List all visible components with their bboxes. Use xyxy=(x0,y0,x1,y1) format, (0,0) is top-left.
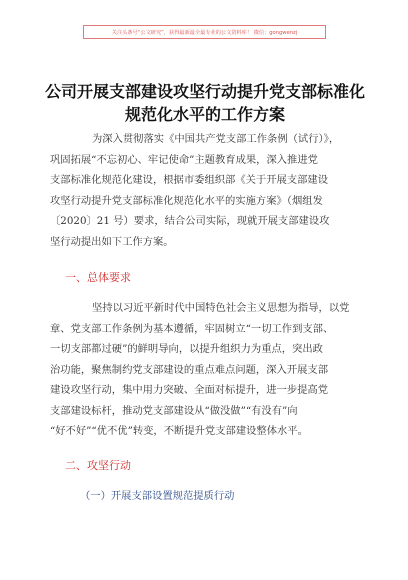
body-line: “好不好”“优不优”转变，不断提升党支部建设整体水平。 xyxy=(50,425,308,437)
intro-line: 支部标准化规范化建设，根据市委组织部《关于开展支部建设 xyxy=(50,174,329,186)
title-line-1: 公司开展支部建设攻坚行动提升党支部标准化 xyxy=(44,82,365,101)
promo-banner xyxy=(83,25,326,39)
body-line: 一切支部都过硬”的鲜明导向，以提升组织力为重点，突出政 xyxy=(50,343,323,355)
intro-paragraph xyxy=(50,129,362,252)
intro-line: 坚行动提出如下工作方案。 xyxy=(50,235,174,248)
body-line: 治功能，聚焦制约党支部建设的重点难点问题，深入开展支部 xyxy=(50,363,329,376)
intro-line: 为深入贯彻落实《中国共产党支部工作条例（试行）》， xyxy=(92,133,340,145)
intro-line: 巩固拓展“不忘初心、牢记使命”主题教育成果，深入推进党 xyxy=(50,153,318,166)
section-heading-key-actions: 二、攻坚行动 xyxy=(65,459,131,472)
document-title xyxy=(40,80,370,126)
body-line: 坚持以习近平新时代中国特色社会主义思想为指导，以党 xyxy=(92,302,350,314)
intro-line: 〔2020〕21 号）要求，结合公司实际，现就开展支部建设攻 xyxy=(50,215,330,227)
body-line: 建设攻坚行动，集中用力突破、全面对标提升，进一步提高党 xyxy=(50,384,329,396)
section-heading-general-requirements: 一、总体要求 xyxy=(65,271,131,284)
intro-line: 攻坚行动提升党支部标准化规范化水平的实施方案》（烟组发 xyxy=(50,194,323,207)
general-requirements-paragraph xyxy=(50,298,362,442)
title-line-2: 规范化水平的工作方案 xyxy=(124,105,285,124)
subsection-heading: （一）开展支部设置规范提质行动 xyxy=(80,490,235,502)
promo-banner-text: 关注头条号“公文研究”，获得最新最全最专业的公文资料库！ 微信：gongwenzj xyxy=(111,29,298,36)
body-line: 章、党支部工作条例为基本遵循，牢固树立“一切工作到支部、 xyxy=(50,322,334,335)
body-line: 支部建设标杆，推动党支部建设从“做没做”“有没有”向 xyxy=(50,404,298,417)
